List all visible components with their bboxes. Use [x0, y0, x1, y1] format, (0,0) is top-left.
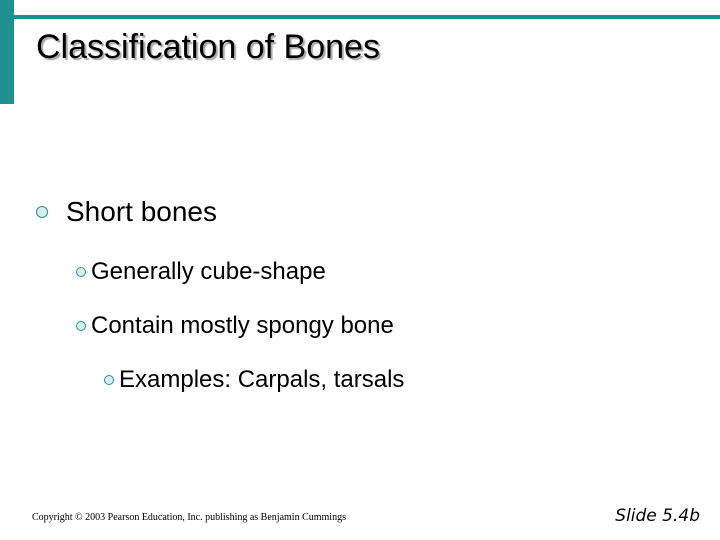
bullet-item-level3 — [104, 366, 404, 394]
bullet-item-level2 — [76, 258, 326, 286]
bullet-text: Generally cube-shape — [91, 258, 326, 285]
bullet-text: Short bones — [66, 196, 217, 227]
circle-bullet-icon — [76, 267, 86, 277]
accent-bar — [0, 0, 14, 104]
bullet-item-level1 — [36, 196, 217, 228]
circle-bullet-icon — [76, 321, 86, 331]
bullet-text: Contain mostly spongy bone — [91, 312, 394, 339]
circle-bullet-icon — [36, 206, 48, 218]
copyright-notice: Copyright © 2003 Pearson Education, Inc. publishing as Benjamin Cummings — [32, 512, 346, 523]
slide-title: Classification of Bones — [36, 28, 380, 66]
bullet-text: Examples: Carpals, tarsals — [119, 366, 405, 393]
slide-number: Slide 5.4b — [615, 506, 700, 526]
accent-line — [14, 15, 720, 19]
circle-bullet-icon — [104, 375, 114, 385]
bullet-item-level2 — [76, 312, 394, 340]
